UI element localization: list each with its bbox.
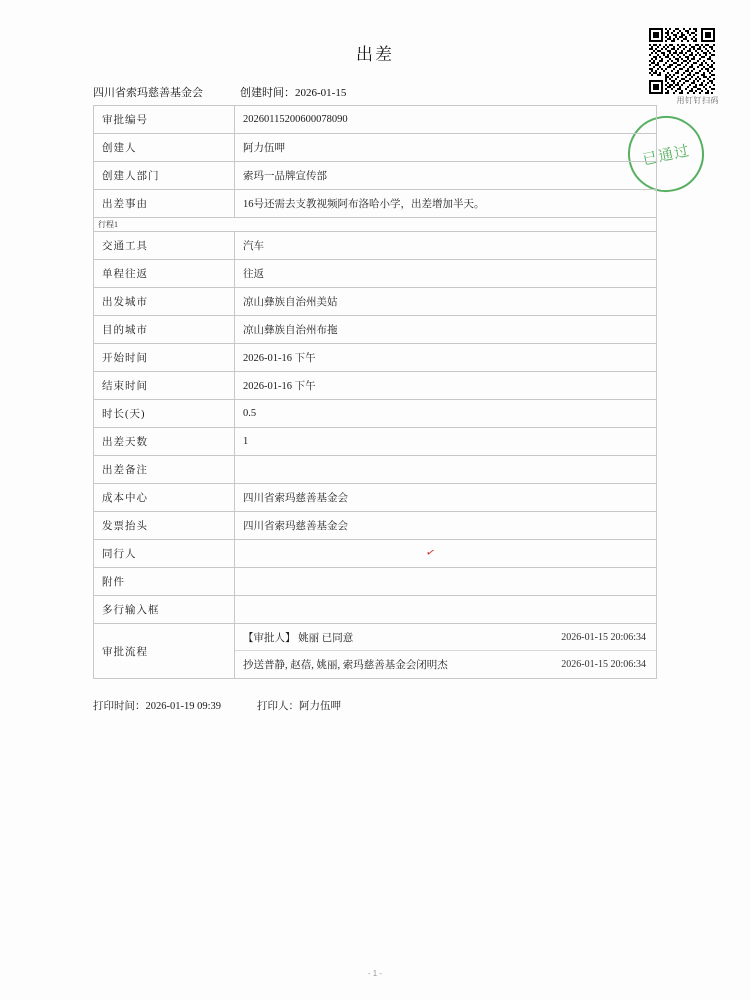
list-item [235,651,656,678]
page-title: 出差 [356,45,394,64]
field-value: 20260115200600078090 [235,106,657,134]
field-label: 多行输入框 [94,596,235,624]
approval-entry-time: 2026-01-15 20:06:34 [561,631,646,643]
section-header-row [94,218,657,232]
approval-entry-time: 2026-01-15 20:06:34 [561,659,646,670]
create-time: 创建时间：2026-01-15 [240,87,347,99]
table-row [94,260,657,288]
approval-flow-list [235,624,657,679]
field-value: 凉山彝族自治州美姑 [235,288,657,316]
field-label: 单程往返 [94,260,235,288]
table-row [94,372,657,400]
field-value [235,456,657,484]
table-row [94,106,657,134]
field-label: 出发城市 [94,288,235,316]
field-value [235,568,657,596]
field-label: 结束时间 [94,372,235,400]
field-value: 16号还需去支教视频阿布洛哈小学，出差增加半天。 [235,190,657,218]
qr-caption: 用钉钉扫码 [676,96,719,105]
list-item [235,624,656,651]
field-value: 四川省索玛慈善基金会 [235,484,657,512]
table-row [94,232,657,260]
table-row [94,512,657,540]
table-row [94,190,657,218]
table-row [94,162,657,190]
table-row [94,400,657,428]
field-label: 发票抬头 [94,512,235,540]
approval-form-table [93,105,657,679]
field-label: 开始时间 [94,344,235,372]
field-label: 附件 [94,568,235,596]
field-label: 创建人 [94,134,235,162]
field-label: 时长(天) [94,400,235,428]
field-value: 2026-01-16 下午 [235,372,657,400]
handwritten-mark-icon: ✓ [424,545,437,560]
table-row [94,456,657,484]
field-value: 2026-01-16 下午 [235,344,657,372]
field-value: 凉山彝族自治州布拖 [235,316,657,344]
status-badge: 已通过 [621,109,711,199]
section-label: 行程1 [94,218,657,232]
field-value [235,540,657,568]
field-value: 汽车 [235,232,657,260]
approval-flow-row [94,624,657,679]
field-value [235,596,657,624]
table-row [94,316,657,344]
field-label: 审批编号 [94,106,235,134]
table-row [94,540,657,568]
organization-name: 四川省索玛慈善基金会 [93,87,203,99]
field-value: 索玛一品牌宣传部 [235,162,657,190]
field-label: 出差天数 [94,428,235,456]
table-row [94,484,657,512]
table-row [94,568,657,596]
approval-entry-text: 抄送普静, 赵蓓, 姚丽, 索玛慈善基金会闭明杰 [243,660,448,671]
field-value: 往返 [235,260,657,288]
table-row [94,288,657,316]
approval-entry-text: 【审批人】 姚丽 已同意 [243,632,354,644]
field-value: 四川省索玛慈善基金会 [235,512,657,540]
approval-flow-label: 审批流程 [94,624,235,679]
qr-code-icon [649,28,715,94]
field-label: 出差事由 [94,190,235,218]
print-time: 打印时间：2026-01-19 09:39 [93,701,222,712]
footer-print-info [93,698,341,713]
field-value: 0.5 [235,400,657,428]
field-label: 同行人 [94,540,235,568]
table-row [94,428,657,456]
table-row [94,344,657,372]
field-label: 出差备注 [94,456,235,484]
field-label: 成本中心 [94,484,235,512]
field-value: 阿力伍呷 [235,134,657,162]
page-number: - 1 - [367,969,383,978]
field-label: 目的城市 [94,316,235,344]
field-value: 1 [235,428,657,456]
table-row [94,134,657,162]
field-label: 创建人部门 [94,162,235,190]
table-row [94,596,657,624]
field-label: 交通工具 [94,232,235,260]
printer-name: 打印人：阿力伍呷 [257,701,342,712]
